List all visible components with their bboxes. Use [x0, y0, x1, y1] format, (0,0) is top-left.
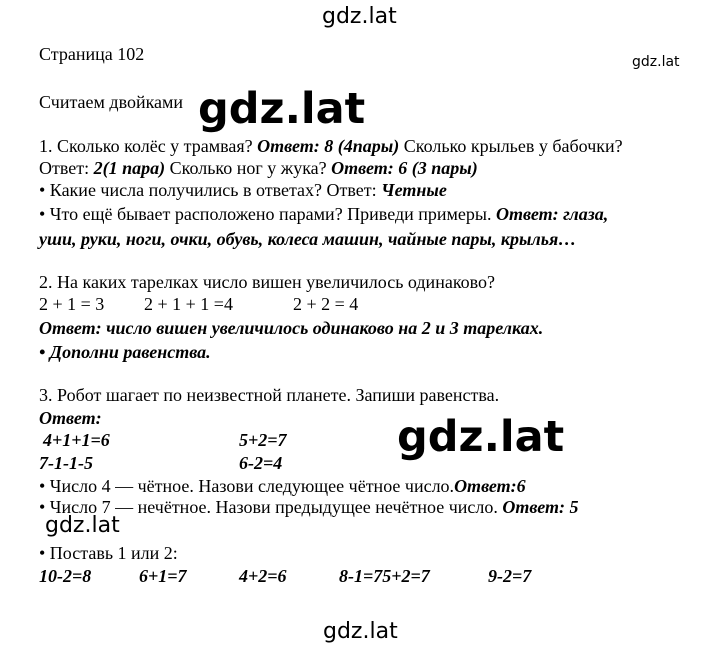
task3-put-equation-6: 9-2=7: [488, 566, 532, 586]
task3-put-label: • Поставь 1 или 2:: [39, 543, 178, 563]
watermark-bottom: gdz.lat: [323, 619, 398, 644]
task1-line2: [39, 158, 478, 178]
task3-equation-r1c1: 4+1+1=6: [43, 430, 110, 450]
task1-answer-tram: Ответ: 8 (4пары): [257, 136, 400, 156]
task3-even-line: [39, 476, 526, 496]
task3-question: 3. Робот шагает по неизвестной планете. Запиши равенства.: [39, 385, 500, 405]
task1-line1: [39, 136, 623, 156]
task3-odd-question: • Число 7 — нечётное. Назови предыдущее нечётное число.: [39, 497, 503, 517]
watermark-top: gdz.lat: [322, 4, 397, 29]
task3-put-equation-2: 6+1=7: [139, 566, 187, 586]
page-title: Страница 102: [39, 44, 145, 64]
task1-answer-label: Ответ:: [39, 158, 94, 178]
task2-equation-2: 2 + 1 + 1 =4: [144, 294, 233, 314]
task2-equation-3: 2 + 2 = 4: [293, 294, 359, 314]
task3-equation-r2c2: 6-2=4: [239, 453, 283, 473]
task1-answer-beetle: Ответ: 6 (3 пары): [331, 158, 478, 178]
watermark-middle: gdz.lat: [45, 513, 120, 538]
task3-equation-r2c1: 7-1-1-5: [39, 453, 93, 473]
section-title: Считаем двойками: [39, 92, 184, 112]
task3-answer-label: Ответ:: [39, 408, 102, 428]
task1-question-butterfly: Сколько крыльев у бабочки?: [399, 136, 623, 156]
task1-question-pairs: • Что ещё бывает расположено парами? Приведи примеры.: [39, 204, 496, 224]
task1-question-beetle: Сколько ног у жука?: [165, 158, 332, 178]
task1-line4: [39, 204, 608, 224]
task2-answer: Ответ: число вишен увеличилось одинаково на 2 и 3 тарелках.: [39, 318, 544, 338]
task3-even-question: • Число 4 — чётное. Назови следующее чётное число.: [39, 476, 455, 496]
watermark-large-upper: gdz.lat: [198, 84, 366, 134]
task1-line3: [39, 180, 447, 200]
watermark-right: gdz.lat: [632, 54, 680, 70]
task3-odd-answer: Ответ: 5: [502, 497, 579, 517]
task2-equation-1: 2 + 1 = 3: [39, 294, 105, 314]
task3-odd-line: [39, 497, 578, 517]
task3-even-answer: Ответ:6: [454, 476, 526, 496]
task1-question-tram: 1. Сколько колёс у трамвая?: [39, 136, 258, 156]
task3-put-equation-4a: 8-1=7: [339, 566, 383, 586]
task2-complete-equalities: • Дополни равенства.: [39, 342, 211, 362]
task1-question-numbers: • Какие числа получились в ответах? Ответ:: [39, 180, 382, 200]
task3-put-equation-1: 10-2=8: [39, 566, 92, 586]
task3-equation-r1c2: 5+2=7: [239, 430, 287, 450]
task1-answer-pairs-list: уши, руки, ноги, очки, обувь, колеса машин, чайные пары, крылья…: [39, 229, 577, 249]
watermark-large-lower: gdz.lat: [397, 412, 565, 462]
task3-put-equation-3: 4+2=6: [239, 566, 287, 586]
task1-answer-even: Четные: [381, 180, 447, 200]
task1-answer-butterfly: 2(1 пара): [93, 158, 166, 178]
task1-answer-pairs-start: Ответ: глаза,: [496, 204, 609, 224]
task2-question: 2. На каких тарелках число вишен увеличилось одинаково?: [39, 272, 496, 292]
task3-put-equation-4: [339, 566, 430, 586]
task3-put-equation-4b: 5+2=7: [382, 566, 430, 586]
